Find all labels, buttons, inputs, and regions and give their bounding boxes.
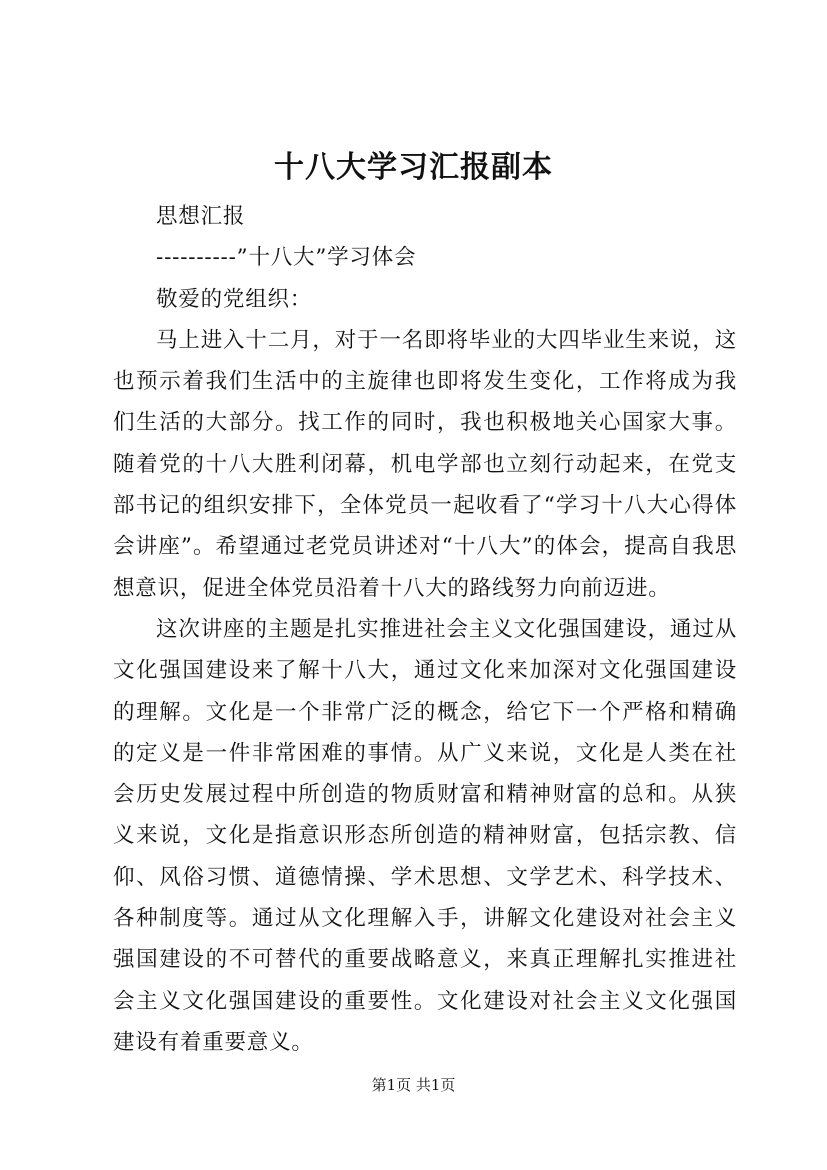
page-footer: 第1页 共1页 (371, 1076, 456, 1094)
document-body (113, 196, 737, 1063)
paragraph-heading: 思想汇报 (156, 204, 246, 229)
paragraph-body-2: 这次讲座的主题是扎实推进社会主义文化强国建设，通过从文化强国建设来了解十八大，通过文化来加深对文化强国建设的理解。文化是一个非常广泛的概念，给它下一个严格和精确的定义是一件非常困难的事情。从广义来说，文化是人类在社会历史发展过程中所创造的物质财富和精神财富的总和。从狭义来说，文化是指意识形态所创造的精神财富，包括宗教、信仰、风俗习惯、道德情操、学术思想、文学艺术、科学技术、各种制度等。通过从文化理解入手，讲解文化建设对社会主义强国建设的不可替代的重要战略意义，来真正理解扎实推进社会主义文化强国建设的重要性。文化建设对社会主义文化强国建设有着重要意义。 (113, 616, 737, 1055)
paragraph-salutation: 敬爱的党组织： (156, 286, 313, 312)
paragraph-body-1: 马上进入十二月，对于一名即将毕业的大四毕业生来说，这也预示着我们生活中的主旋律也即将发生变化，工作将成为我们生活的大部分。找工作的同时，我也积极地关心国家大事。随着党的十八大胜利闭幕，机电学部也立刻行动起来，在党支部书记的组织安排下，全体党员一起收看了“学习十八大心得体会讲座”。希望通过老党员讲述对“十八大”的体会，提高自我思想意识，促进全体党员沿着十八大的路线努力向前迈进。 (113, 327, 737, 601)
paragraph-subtitle: ----------”十八大”学习体会 (156, 245, 417, 271)
document-title: 十八大学习汇报副本 (274, 150, 553, 185)
